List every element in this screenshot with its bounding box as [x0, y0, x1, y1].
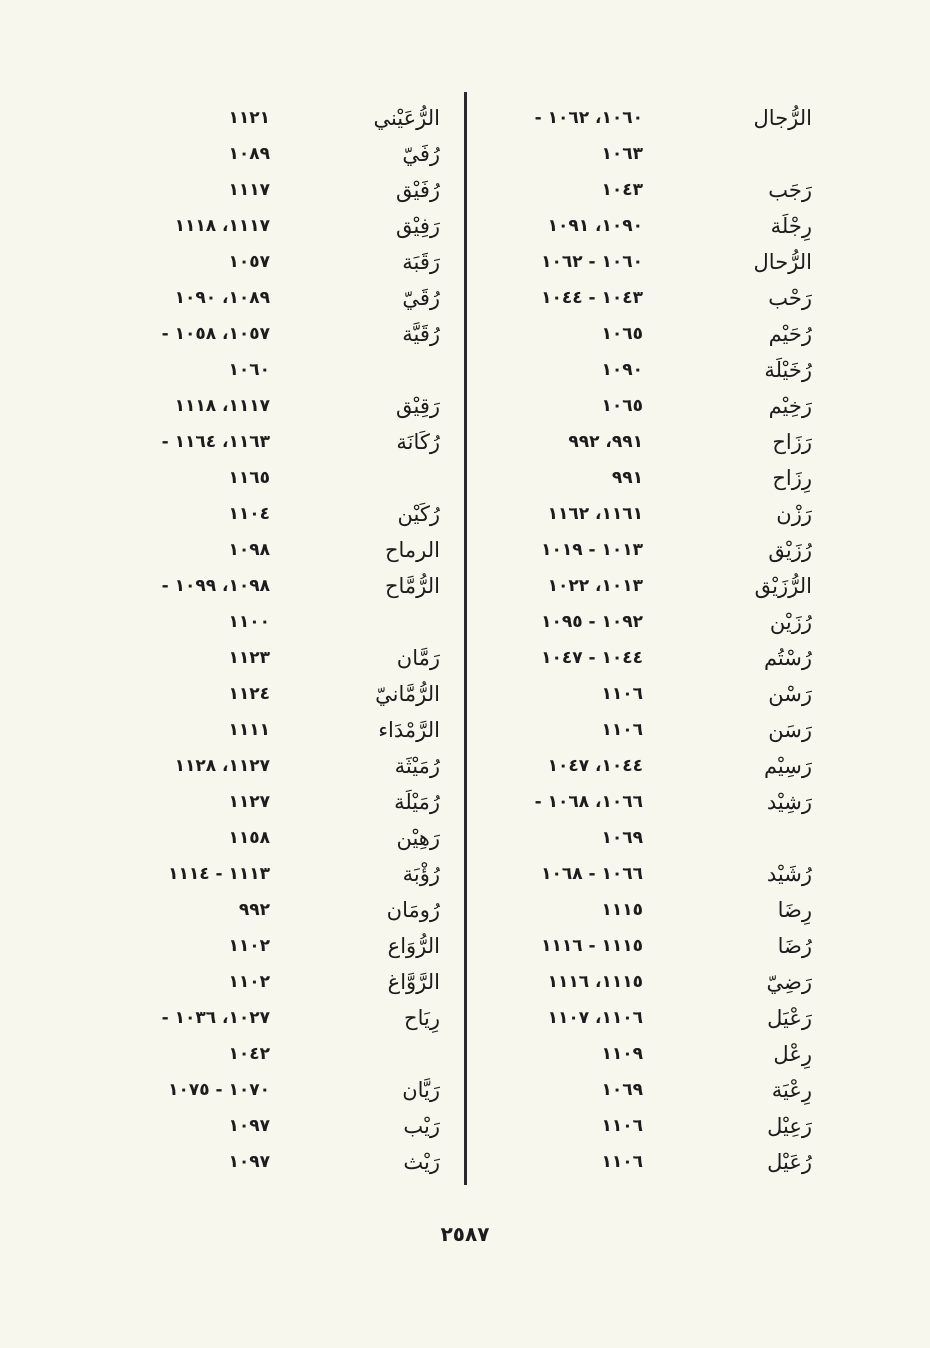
- entry-page-refs: ١٠٦٥: [601, 324, 643, 344]
- entry-page-refs: ١١١٧، ١١١٨: [174, 396, 270, 416]
- entry-term: رُحَيْم: [768, 322, 812, 346]
- entry-page-refs: ١٠٩٧: [228, 1152, 270, 1172]
- index-entry: [0, 606, 930, 642]
- entry-page-refs: ١١٠٦: [601, 1152, 643, 1172]
- entry-page-refs: ١١٦٣، ١١٦٤ -: [161, 432, 270, 452]
- entry-term: رَضِيّ: [766, 970, 812, 994]
- entry-page-refs: ١٠٤٢: [228, 1044, 270, 1064]
- entry-term: رِيَاح: [404, 1006, 440, 1030]
- entry-page-refs: ١٠٦٠، ١٠٦٢ -: [534, 108, 643, 128]
- entry-page-refs: ١٠٩٢ - ١٠٩٥: [541, 612, 643, 632]
- entry-page-refs: ١٠٦٠: [228, 360, 270, 380]
- index-entry: [0, 642, 930, 678]
- entry-term: رُشَيْد: [766, 862, 812, 886]
- entry-term: رَسْن: [768, 682, 812, 706]
- entry-page-refs: ١٠١٣، ١٠٢٢: [547, 576, 643, 596]
- entry-term: الرُّجال: [753, 106, 812, 130]
- index-entry: [0, 1038, 930, 1074]
- entry-page-refs: ١٠٥٧، ١٠٥٨ -: [161, 324, 270, 344]
- entry-term: رَمَّان: [396, 646, 440, 670]
- index-entry: [0, 462, 930, 498]
- index-entry: [0, 930, 930, 966]
- entry-term: الرُّمَّانيّ: [375, 682, 440, 706]
- entry-term: رُؤْبَة: [402, 862, 440, 886]
- entry-term: رَعِيْل: [767, 1114, 812, 1138]
- entry-term: الرُّزَيْق: [754, 574, 812, 598]
- entry-term: رُخَيْلَة: [764, 358, 812, 382]
- entry-term: رَسِيْم: [763, 754, 812, 778]
- entry-page-refs: ١٠٦٩: [601, 828, 643, 848]
- entry-term: الرُّمَّاح: [384, 574, 440, 598]
- entry-page-refs: ١٠٩٠: [601, 360, 643, 380]
- entry-page-refs: ١٠٤٣: [601, 180, 643, 200]
- entry-page-refs: ١١٢٤: [228, 684, 270, 704]
- index-entry: [0, 426, 930, 462]
- index-entry: [0, 354, 930, 390]
- index-entry: [0, 1002, 930, 1038]
- entry-page-refs: ١٠٤٤ - ١٠٤٧: [541, 648, 643, 668]
- entry-term: رَيْب: [403, 1114, 440, 1138]
- entry-page-refs: ١١٦٥: [228, 468, 270, 488]
- entry-term: رِجْلَة: [770, 214, 812, 238]
- index-entry: [0, 534, 930, 570]
- entry-term: رُزَيْق: [768, 538, 812, 562]
- entry-term: رُمَيْثَة: [394, 754, 440, 778]
- index-entry: [0, 498, 930, 534]
- entry-term: رَيَّان: [402, 1078, 440, 1102]
- entry-page-refs: ١١٠٦، ١١٠٧: [547, 1008, 643, 1028]
- entry-page-refs: ١١١٥، ١١١٦: [547, 972, 643, 992]
- index-entry: [0, 750, 930, 786]
- entry-page-refs: ١٠٩٠، ١٠٩١: [547, 216, 643, 236]
- entry-page-refs: ١٠٧٠ - ١٠٧٥: [168, 1080, 270, 1100]
- entry-page-refs: ١١١٣ - ١١١٤: [168, 864, 270, 884]
- index-entry: [0, 390, 930, 426]
- entry-page-refs: ١١١٥ - ١١١٦: [541, 936, 643, 956]
- entry-page-refs: ١١٠٠: [228, 612, 270, 632]
- index-entry: [0, 210, 930, 246]
- entry-page-refs: ٩٩١: [611, 468, 643, 488]
- entry-term: رُومَان: [386, 898, 440, 922]
- entry-term: رَزْن: [776, 502, 812, 526]
- entry-page-refs: ١١٠٩: [601, 1044, 643, 1064]
- entry-page-refs: ١١٠٦: [601, 1116, 643, 1136]
- entry-page-refs: ١٠٦٦، ١٠٦٨ -: [534, 792, 643, 812]
- entry-page-refs: ١١١٥: [601, 900, 643, 920]
- entry-page-refs: ١٠٤٣ - ١٠٤٤: [541, 288, 643, 308]
- entry-term: رُقَيَّة: [402, 322, 440, 346]
- entry-term: الرُّحال: [753, 250, 812, 274]
- index-entry: [0, 1074, 930, 1110]
- entry-page-refs: ١٠٦٦ - ١٠٦٨: [541, 864, 643, 884]
- index-entry: [0, 570, 930, 606]
- index-entry: [0, 1146, 930, 1182]
- entry-term: رَهِيْن: [396, 826, 440, 850]
- index-column-left: [0, 102, 930, 1182]
- entry-term: الرَّوَّاغ: [387, 970, 440, 994]
- entry-term: رَزَاح: [772, 430, 812, 454]
- entry-page-refs: ١١٥٨: [228, 828, 270, 848]
- entry-term: رَخِيْم: [768, 394, 812, 418]
- entry-term: رَيْث: [403, 1150, 440, 1174]
- entry-page-refs: ١١٠٢: [228, 936, 270, 956]
- entry-page-refs: ١٠٦٠ - ١٠٦٢: [541, 252, 643, 272]
- entry-page-refs: ١١٢٧: [228, 792, 270, 812]
- index-entry: [0, 714, 930, 750]
- index-entry: [0, 102, 930, 138]
- entry-term: رَعْيَل: [767, 1006, 812, 1030]
- index-entry: [0, 822, 930, 858]
- entry-term: رُزَيْن: [769, 610, 812, 634]
- entry-page-refs: ٩٩٢: [238, 900, 270, 920]
- entry-page-refs: ١١١١: [228, 720, 270, 740]
- entry-term: رُفَيْق: [395, 178, 440, 202]
- entry-term: رُسْتُم: [763, 646, 812, 670]
- entry-page-refs: ١٠٦٩: [601, 1080, 643, 1100]
- entry-page-refs: ١١٦١، ١١٦٢: [547, 504, 643, 524]
- entry-term: رِعْل: [773, 1042, 812, 1066]
- entry-page-refs: ١١٠٦: [601, 720, 643, 740]
- entry-page-refs: ١٠٦٥: [601, 396, 643, 416]
- entry-page-refs: ١١١٧، ١١١٨: [174, 216, 270, 236]
- entry-term: الرماح: [384, 538, 440, 562]
- index-entry: [0, 1110, 930, 1146]
- entry-term: رُكَانَة: [396, 430, 440, 454]
- index-entry: [0, 138, 930, 174]
- index-entry: [0, 858, 930, 894]
- entry-term: الرُّعَيْني: [373, 106, 440, 130]
- entry-page-refs: ١٠٦٣: [601, 144, 643, 164]
- entry-term: رَشِيْد: [766, 790, 812, 814]
- entry-page-refs: ١١١٧: [228, 180, 270, 200]
- page-number: ٢٥٨٧: [440, 1222, 490, 1246]
- index-entry: [0, 282, 930, 318]
- index-entry: [0, 246, 930, 282]
- index-entry: [0, 678, 930, 714]
- entry-page-refs: ١٠٥٧: [228, 252, 270, 272]
- entry-term: رِعْيَة: [771, 1078, 812, 1102]
- entry-term: رُعَيْل: [767, 1150, 812, 1174]
- entry-term: رُقَيّ: [402, 286, 440, 310]
- entry-term: رَسَن: [768, 718, 812, 742]
- entry-term: رُفَيّ: [402, 142, 440, 166]
- entry-page-refs: ١٠٨٩: [228, 144, 270, 164]
- entry-page-refs: ١١٢١: [228, 108, 270, 128]
- entry-term: رَفِيْق: [395, 214, 440, 238]
- entry-page-refs: ١١٠٦: [601, 684, 643, 704]
- index-entry: [0, 318, 930, 354]
- entry-page-refs: ١١٠٤: [228, 504, 270, 524]
- entry-term: رَجَب: [768, 178, 812, 202]
- entry-term: رُضَا: [777, 934, 812, 958]
- index-entry: [0, 786, 930, 822]
- entry-page-refs: ١٠٤٤، ١٠٤٧: [547, 756, 643, 776]
- entry-term: رَقَبَة: [402, 250, 440, 274]
- entry-term: رِضَا: [777, 898, 812, 922]
- entry-term: رُكَيْن: [397, 502, 440, 526]
- entry-page-refs: ١٠٩٧: [228, 1116, 270, 1136]
- entry-page-refs: ١١٢٣: [228, 648, 270, 668]
- index-entry: [0, 966, 930, 1002]
- entry-term: رِزَاح: [772, 466, 812, 490]
- entry-page-refs: ١٠١٣ - ١٠١٩: [541, 540, 643, 560]
- entry-page-refs: ١٠٩٨، ١٠٩٩ -: [161, 576, 270, 596]
- entry-term: رُمَيْلَة: [394, 790, 440, 814]
- entry-term: الرُّوَاع: [387, 934, 440, 958]
- entry-term: رَحْب: [768, 286, 812, 310]
- entry-page-refs: ١١٠٢: [228, 972, 270, 992]
- entry-term: رَقِيْق: [395, 394, 440, 418]
- index-entry: [0, 174, 930, 210]
- entry-term: الرَّمْدَاء: [378, 718, 440, 742]
- entry-page-refs: ١٠٨٩، ١٠٩٠: [174, 288, 270, 308]
- entry-page-refs: ١١٢٧، ١١٢٨: [174, 756, 270, 776]
- entry-page-refs: ١٠٢٧، ١٠٣٦ -: [161, 1008, 270, 1028]
- entry-page-refs: ٩٩١، ٩٩٢: [568, 432, 643, 452]
- index-entry: [0, 894, 930, 930]
- entry-page-refs: ١٠٩٨: [228, 540, 270, 560]
